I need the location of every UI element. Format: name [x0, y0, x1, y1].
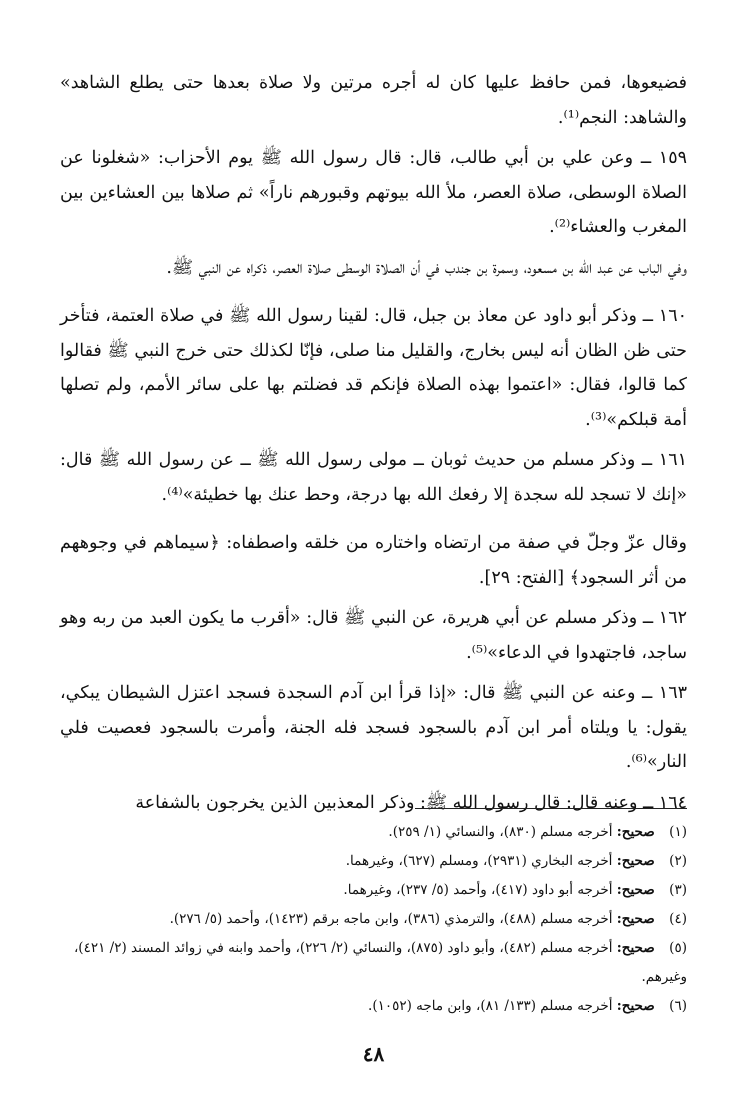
- footnote-number: (٣): [669, 882, 687, 898]
- footnote-text: أخرجه البخاري (٢٩٣١)، ومسلم (٦٢٧)، وغيرهما.: [345, 853, 613, 869]
- footnote-text: أخرجه مسلم (١٣٣/ ٨١)، وابن ماجه (١٠٥٢).: [368, 998, 613, 1014]
- footnote-separator: [60, 808, 687, 809]
- footnote-number: (٤): [669, 911, 687, 927]
- footnote-1: [60, 818, 687, 847]
- footnote-grade: صحيح:: [616, 882, 655, 898]
- hadith-164: ١٦٤ ــ وعنه قال: قال رسول الله ﷺ: وذكر المعذبين الذين يخرجون بالشفاعة: [135, 792, 687, 813]
- paragraph-continuation: فضيعوها، فمن حافظ عليها كان له أجره مرتين ولا صلاة بعدها حتى يطلع الشاهد» والشاهد: النجم⁽¹⁾.: [60, 73, 687, 128]
- footnote-6: [60, 992, 687, 1021]
- footnote-grade: صحيح:: [616, 824, 655, 840]
- footnote-text: أخرجه مسلم (٨٣٠)، والنسائي (١/ ٢٥٩).: [388, 824, 613, 840]
- footnote-grade: صحيح:: [616, 998, 655, 1014]
- footnote-number: (٥): [669, 940, 687, 956]
- footnote-4: [60, 905, 687, 934]
- footnote-3: [60, 876, 687, 905]
- footnote-text: أخرجه مسلم (٤٨٢)، وأبو داود (٨٧٥)، والنسائي (٢/ ٢٢٦)، وأحمد وابنه في زوائد المسند (٢/ ٤٢١)، وغيرهم.: [73, 940, 687, 985]
- hadith-159: ١٥٩ ــ وعن علي بن أبي طالب، قال: قال رسول الله ﷺ يوم الأحزاب: «شغلونا عن الصلاة الوسطى، صلاة العصر، ملأ الله بيوتهم وقبورهم ناراً» ثم صلاها بين العشاءين بين المغرب والعشاء⁽²⁾.: [60, 148, 687, 237]
- footnote-2: [60, 847, 687, 876]
- footnote-grade: صحيح:: [616, 940, 655, 956]
- footnote-text: أخرجه مسلم (٤٨٨)، والترمذي (٣٨٦)، وابن ماجه برقم (١٤٢٣)، وأحمد (٥/ ٢٧٦).: [169, 911, 613, 927]
- main-text: [60, 66, 687, 826]
- quran-verse-paragraph: وقال عزّ وجلّ في صفة من ارتضاه واختاره من خلقه واصطفاه: ﴿سيماهم في وجوههم من أثر السجود﴾ [الفتح: ٢٩].: [60, 533, 687, 588]
- footnote-grade: صحيح:: [616, 853, 655, 869]
- footnote-number: (٢): [669, 853, 687, 869]
- hadith-161: ١٦١ ــ وذكر مسلم من حديث ثوبان ــ مولى رسول الله ﷺ ــ عن رسول الله ﷺ قال: «إنك لا تسجد لله سجدة إلا رفعك الله بها درجة، وحط عنك بها خطيئة»⁽⁴⁾.: [60, 450, 687, 505]
- footnote-5: [60, 934, 687, 992]
- hadith-162: ١٦٢ ــ وذكر مسلم عن أبي هريرة، عن النبي ﷺ قال: «أقرب ما يكون العبد من ربه وهو ساجد، فاجتهدوا في الدعاء»⁽⁵⁾.: [60, 608, 687, 663]
- hadith-163: ١٦٣ ــ وعنه عن النبي ﷺ قال: «إذا قرأ ابن آدم السجدة فسجد اعتزل الشيطان يبكي، يقول: يا ويلتاه أمر ابن آدم بالسجود فسجد فله الجنة، وأمرت بالسجود فعصيت فلي النار»⁽⁶⁾.: [60, 683, 687, 772]
- footnote-number: (١): [669, 824, 687, 840]
- hadith-160: ١٦٠ ــ وذكر أبو داود عن معاذ بن جبل، قال: لقينا رسول الله ﷺ في صلاة العتمة، فتأخر حتى ظن الظان أنه ليس بخارج، والقليل منا صلى، فإنّا لكذلك حتى خرج النبي ﷺ فقالوا كما قالوا، فقال: «اعتموا بهذه الصلاة فإنكم قد فضلتم بها على سائر الأمم، ولم تصلها أمة قبلكم»⁽³⁾.: [60, 306, 687, 430]
- paragraph-chapter-note: وفي الباب عن عبد الله بن مسعود، وسمرة بن جندب في أن الصلاة الوسطى صلاة العصر، ذكراه عن النبي ﷺ.: [166, 257, 687, 278]
- page-number: ٤٨: [362, 1042, 385, 1066]
- footnotes: [60, 818, 687, 1021]
- footnote-grade: صحيح:: [616, 911, 655, 927]
- footnote-text: أخرجه أبو داود (٤١٧)، وأحمد (٥/ ٢٣٧)، وغيرهما.: [343, 882, 613, 898]
- footnote-number: (٦): [669, 998, 687, 1014]
